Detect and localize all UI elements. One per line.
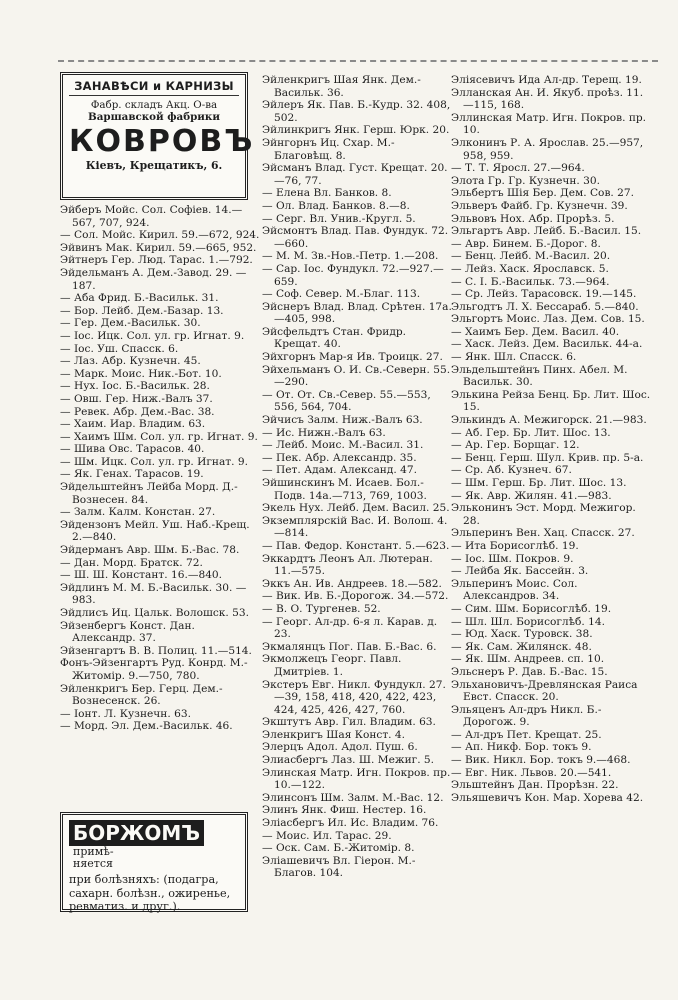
directory-entry: — Як. Генах. Тарасов. 19. — [60, 468, 204, 481]
directory-entry: Эліашевичъ Вл. Гіерон. М.-Благов. 104. — [262, 854, 416, 880]
directory-entry: — Елена Вл. Банков. 8. — [262, 187, 392, 200]
directory-entry: Эльяшевичъ Кон. Мар. Хорева 42. — [451, 791, 644, 804]
directory-entry: Элконинъ Р. А. Ярослав. 25.—957, 958, 959. — [451, 136, 644, 162]
directory-entry: Элинсонъ Шм. Залм. М.-Вас. 12. — [262, 791, 444, 804]
ad-borjomi-head: примѣ- няется — [73, 845, 114, 870]
directory-entry: — Бенц. Лейб. М.-Васил. 20. — [451, 250, 611, 263]
directory-entry: — Шива Овс. Тарасов. 40. — [60, 443, 205, 456]
directory-entry: Эйнгорнъ Иц. Схар. М.-Благовѣщ. 8. — [262, 136, 395, 162]
directory-entry: — Шм. Герш. Бр. Лит. Шос. 13. — [451, 477, 627, 489]
directory-entry: — Хаимъ Бер. Дем. Васил. 40. — [451, 325, 620, 338]
directory-entry: — Хаимъ Шм. Сол. ул. гр. Игнат. 9. — [60, 430, 258, 443]
directory-entry: — Сол. Мойс. Кирил. 59.—672, 924. — [60, 229, 260, 242]
directory-entry: Эйдерманъ Авр. Шм. Б.-Вас. 78. — [60, 544, 240, 557]
ad-address: Кіевъ, Крещатикъ, 6. — [85, 159, 223, 172]
directory-entry: Эльдельштейнъ Пинх. Абел. М. Васильк. 30. — [451, 363, 628, 389]
directory-entry: Эльгортъ Моис. Лаз. Дем. Сов. 15. — [451, 313, 645, 326]
directory-entry: Эйдензонъ Мейл. Уш. Наб.-Крещ. 2.—840. — [60, 518, 250, 544]
directory-entry: Эленкригъ Шая Конст. 4. — [262, 728, 406, 741]
directory-entry: Элькиндъ А. Межигорск. 21.—983. — [451, 414, 647, 427]
directory-entry: Эйдельманъ А. Дем.-Завод. 29. —187. — [60, 266, 247, 292]
directory-entry: — М. М. Зв.-Нов.-Петр. 1.—208. — [262, 250, 439, 263]
ad-line-3: Варшавской фабрики — [88, 111, 220, 123]
directory-entry: Эліасбергъ Ил. Ис. Владим. 76. — [262, 817, 439, 830]
directory-entry: — Овш. Гер. Ниж.-Валъ 37. — [60, 392, 213, 405]
directory-entry: — Ревек. Абр. Дем.-Вас. 38. — [60, 405, 215, 418]
directory-entry: — Юд. Хаск. Туровск. 38. — [451, 628, 593, 641]
directory-entry: — Аба Фрид. Б.-Васильк. 31. — [60, 292, 219, 305]
directory-entry: Эйдельштейнъ Лейба Морд. Д.-Вознесен. 84. — [60, 481, 238, 506]
directory-entry: — Пет. Адам. Александ. 47. — [262, 464, 417, 477]
directory-entry: Эйчисъ Залм. Ниж.-Валъ 63. — [262, 414, 423, 427]
directory-entry: — С. І. Б.-Васильк. 73.—964. — [451, 275, 610, 288]
directory-entry: — От. От. Св.-Север. 55.—553, 556, 564, 704. — [262, 388, 431, 414]
directory-entry: — Сар. Іос. Фундукл. 72.—927.—659. — [262, 262, 444, 288]
directory-entry: — Аб. Гер. Бр. Лит. Шос. 13. — [451, 426, 611, 439]
directory-entry: — Як. Шм. Андреев. сп. 10. — [451, 653, 605, 666]
directory-entry: — Янк. Шл. Спасск. 6. — [451, 351, 577, 364]
directory-entry: Эйленкригъ Бер. Герц. Дем.-Вознесенск. 26. — [60, 682, 223, 708]
directory-entry: Экстеръ Евг. Никл. Фундукл. 27.—39, 158, 418, 420, 422, 423, 424, 425, 426, 427, 760. — [262, 678, 446, 716]
directory-entry: — Евг. Ник. Львов. 20.—541. — [451, 766, 612, 779]
directory-entry: Эйлеръ Як. Пав. Б.-Кудр. 32. 408, 502. — [262, 99, 451, 124]
ad-brand: КОВРОВЪ — [69, 124, 255, 159]
directory-entry: Эллинская Матр. Игн. Покров. пр. 10. — [451, 111, 647, 137]
directory-entry: Экель Нух. Лейб. Дем. Васил. 25. — [262, 502, 450, 515]
carpet-advertisement — [60, 72, 255, 200]
ad-line-2: Фабр. складъ Акц. О-ва — [90, 99, 218, 111]
directory-entry: — Серг. Вл. Унив.-Кругл. 5. — [262, 212, 416, 225]
directory-entry: Эйлинкригъ Янк. Герш. Юрк. 20. — [262, 124, 450, 137]
directory-entry: — Пав. Федор. Констант. 5.—623. — [262, 539, 450, 552]
ad-borjomi-brand: БОРЖОМЪ — [69, 820, 204, 846]
directory-entry: — Лейз. Хаск. Ярославск. 5. — [451, 262, 609, 275]
directory-entry: — Іос. Шм. Покров. 9. — [451, 552, 574, 565]
directory-entry: — Бенц. Герш. Шул. Крив. пр. 5-а. — [451, 451, 644, 464]
directory-entry: — Іос. Ицк. Сол. ул. гр. Игнат. 9. — [60, 329, 245, 342]
directory-entry: — Оск. Сам. Б.-Житомір. 8. — [262, 842, 415, 855]
directory-entry: — Марк. Моис. Ник.-Бот. 10. — [60, 367, 222, 380]
directory-entry: Эйхельманъ О. И. Св.-Северн. 55.—290. — [262, 363, 451, 389]
directory-entry: Эйдлисъ Иц. Цальк. Волошск. 53. — [60, 607, 249, 619]
directory-entry: Эйдлинъ М. М. Б.-Васильк. 30. —983. — [60, 581, 247, 607]
directory-entry: — Ита Борисоглѣб. 19. — [451, 539, 579, 552]
directory-entry: — Ш. Ш. Констант. 16.—840. — [60, 569, 223, 582]
directory-entry: — Моис. Ил. Тарас. 29. — [262, 829, 392, 842]
directory-entry: — Залм. Калм. Констан. 27. — [60, 506, 216, 519]
directory-entry: Элерцъ Адол. Адол. Пуш. 6. — [262, 741, 418, 754]
directory-entry: — Іонт. Л. Кузнечн. 63. — [60, 707, 191, 720]
entries-column-1 — [60, 204, 260, 733]
directory-entry: Эйсманъ Влад. Густ. Крещат. 20.—76, 77. — [262, 162, 448, 187]
directory-entry: — Авр. Бинем. Б.-Дорог. 8. — [451, 237, 601, 250]
directory-entry: Эйленкригъ Шая Янк. Дем.-Васильк. 36. — [262, 74, 421, 99]
directory-entry: — Як. Авр. Жилян. 41.—983. — [451, 489, 612, 502]
directory-entry: — Ол. Влад. Банков. 8.—8. — [262, 199, 410, 212]
entries-column-3 — [451, 74, 651, 804]
directory-entry: Экмолжецъ Георг. Павл. Дмитріев. 1. — [262, 653, 402, 678]
directory-entry: — Вик. Ив. Б.-Дорогож. 34.—572. — [262, 590, 449, 603]
directory-entry: — Ис. Нижн.-Валъ 63. — [262, 426, 386, 439]
directory-entry: Элинъ Янк. Фиш. Нестер. 16. — [262, 804, 427, 817]
directory-entry: — В. О. Тургенев. 52. — [262, 602, 381, 615]
directory-entry: Эйснеръ Влад. Влад. Срѣтен. 17а.—405, 998. — [262, 300, 452, 326]
borjomi-advertisement — [60, 812, 248, 912]
directory-entry: — Георг. Ал-др. 6-я л. Карав. д. 23. — [262, 615, 438, 641]
directory-entry: — Шл. Шл. Борисоглѣб. 14. — [451, 615, 606, 628]
directory-entry: Эльконинъ Эст. Морд. Межигор. 28. — [451, 502, 636, 527]
directory-entry: — Сим. Шм. Борисоглѣб. 19. — [451, 602, 612, 615]
directory-entry: — Нух. Іос. Б.-Васильк. 28. — [60, 380, 210, 393]
directory-entry: Эльгодтъ Л. Х. Бессараб. 5.—840. — [451, 300, 639, 313]
directory-entry: Экмалянцъ Пог. Пав. Б.-Вас. 6. — [262, 640, 437, 653]
directory-entry: Эльбертъ Шія Бер. Дем. Сов. 27. — [451, 187, 634, 200]
header-rule — [58, 60, 658, 62]
directory-entry: — Т. Т. Яросл. 27.—964. — [451, 162, 585, 175]
directory-entry: — Пек. Абр. Александр. 35. — [262, 451, 417, 464]
directory-entry: — Гер. Дем.-Васильк. 30. — [60, 317, 201, 330]
directory-entry: Эльперинъ Моис. Сол. Александров. 34. — [451, 577, 578, 603]
directory-entry: Эльперинъ Вен. Хац. Спасск. 27. — [451, 527, 635, 540]
directory-entry: Эльснеръ Р. Дав. Б.-Вас. 15. — [451, 665, 608, 678]
directory-entry: Эйшинскинъ М. Исаев. Бол.-Подв. 14а.—713, 769, 1003. — [262, 477, 427, 502]
directory-entry: — Соф. Север. М.-Благ. 113. — [262, 288, 421, 301]
ad-headline: ЗАНАВѢСИ и КАРНИЗЫ — [69, 79, 239, 96]
directory-entry: Эйзенгартъ В. В. Полиц. 11.—514. — [60, 644, 252, 657]
directory-entry: Эліясевичъ Ида Ал-др. Терещ. 19. — [451, 74, 642, 86]
directory-entry: Эйсфельдтъ Стан. Фридр. Крещат. 40. — [262, 325, 407, 351]
entries-column-2 — [262, 74, 452, 880]
directory-entry: Эльвовъ Нох. Абр. Прорѣз. 5. — [451, 212, 615, 225]
directory-entry: — Шм. Ицк. Сол. ул. гр. Игнат. 9. — [60, 455, 249, 468]
directory-entry: Эльштейнъ Дан. Прорѣзн. 22. — [451, 779, 619, 792]
directory-entry: Эйберъ Мойс. Сол. Софіев. 14.—567, 707, 924. — [60, 204, 243, 229]
directory-entry: — Вик. Никл. Бор. токъ 9.—468. — [451, 754, 631, 767]
directory-entry: — Ар. Гер. Борщаг. 12. — [451, 439, 580, 452]
directory-entry: Эйхгорнъ Мар-я Ив. Троицк. 27. — [262, 351, 443, 364]
directory-entry: Эйвинъ Мак. Кирил. 59.—665, 952. — [60, 241, 257, 254]
directory-entry: Эльгартъ Авр. Лейб. Б.-Васил. 15. — [451, 225, 642, 238]
directory-entry: — Іос. Уш. Спасск. 6. — [60, 342, 179, 355]
directory-entry: Эйтнеръ Гер. Люд. Тарас. 1.—792. — [60, 254, 253, 267]
directory-entry: Эйсмонтъ Влад. Пав. Фундук. 72.—660. — [262, 225, 449, 250]
directory-entry: — Хаим. Иар. Владим. 63. — [60, 418, 206, 431]
directory-entry: — Лаз. Абр. Кузнечн. 45. — [60, 355, 201, 368]
directory-entry: — Як. Сам. Жилянск. 48. — [451, 640, 592, 653]
directory-entry: Элинская Матр. Игн. Покров. пр. 10.—122. — [262, 766, 451, 792]
directory-entry: Экштутъ Авр. Гил. Владим. 63. — [262, 716, 436, 729]
directory-entry: — Дан. Морд. Братск. 72. — [60, 556, 203, 569]
directory-entry: Эккъ Ан. Ив. Андреев. 18.—582. — [262, 577, 442, 590]
directory-entry: Эльверъ Файб. Гр. Кузнечн. 39. — [451, 199, 628, 212]
directory-entry: — Ал-дръ Пет. Крещат. 25. — [451, 728, 602, 741]
directory-entry: — Хаск. Лейз. Дем. Васильк. 44-а. — [451, 338, 643, 351]
directory-entry: Элиасбергъ Лаз. Ш. Межиг. 5. — [262, 754, 435, 767]
directory-entry: — Бор. Лейб. Дем.-Базар. 13. — [60, 304, 224, 317]
directory-entry: Элота Гр. Гр. Кузнечн. 30. — [451, 174, 601, 187]
directory-entry: Эйзенбергъ Конст. Дан. Александр. 37. — [60, 619, 195, 645]
directory-entry: Эльяценъ Ал-дръ Никл. Б.-Дорогож. 9. — [451, 703, 602, 729]
directory-entry: — Морд. Эл. Дем.-Васильк. 46. — [60, 720, 233, 733]
directory-entry: Экземплярскій Вас. И. Волош. 4.—814. — [262, 514, 448, 540]
directory-entry: Эльхановичъ-Древлянская Раиса Евст. Спасск. 20. — [451, 678, 638, 704]
directory-entry: — Ср. Аб. Кузнеч. 67. — [451, 464, 572, 477]
directory-entry: Элланская Ан. И. Якуб. проѣз. 11.—115, 168. — [451, 86, 644, 112]
directory-entry: Эккардтъ Леонъ Ал. Лютеран. 11.—575. — [262, 552, 433, 578]
directory-entry: — Лейб. Моис. М.-Васил. 31. — [262, 439, 424, 452]
directory-entry: — Ап. Никф. Бор. токъ 9. — [451, 741, 592, 754]
directory-entry: Фонъ-Эйзенгартъ Руд. Конрд. М.-Житомір. 9.—750, 780. — [60, 657, 248, 682]
directory-entry: Элькина Рейза Бенц. Бр. Лит. Шос. 15. — [451, 388, 651, 414]
directory-entry: — Ср. Лейз. Тарасовск. 19.—145. — [451, 288, 637, 301]
directory-entry: — Лейба Як. Бассейн. 3. — [451, 565, 589, 578]
ad-borjomi-text: при болѣзняхъ: (подагра, сахарн. болѣзн., ожиренье, ревматиз. и друг.). — [69, 873, 231, 913]
